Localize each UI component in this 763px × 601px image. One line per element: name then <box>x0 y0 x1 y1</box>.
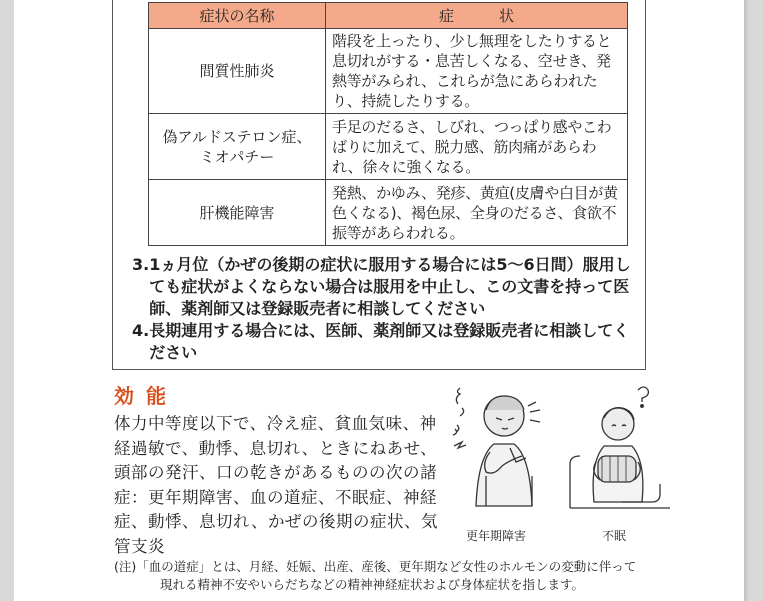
symptom-description: 発熱、かゆみ、発疹、黄疸(皮膚や白目が黄色くなる)、褐色尿、全身のだるさ、食欲不振等があらわれる。 <box>326 180 628 246</box>
insomnia-illustration <box>562 382 674 522</box>
menopause-illustration <box>446 386 556 520</box>
symptom-description: 階段を上ったり、少し無理をしたりすると息切れがする・息苦しくなる、空せき、発熱等がみられ、これらが急にあらわれたり、持続したりする。 <box>326 29 628 114</box>
column-header-symptom: 症 状 <box>326 3 628 29</box>
column-header-name: 症状の名称 <box>149 3 326 29</box>
table-row <box>149 180 628 246</box>
table-row <box>149 29 628 114</box>
note-text: 長期連用する場合には、医師、薬剤師又は登録販売者に相談してください <box>149 321 630 362</box>
footnote-line1: (注)「血の道症」とは、月経、妊娠、出産、産後、更年期など女性のホルモンの変動に伴って <box>114 559 637 574</box>
note-number: 4. <box>132 321 150 340</box>
insomnia-caption: 不眠 <box>602 529 627 543</box>
menopause-caption: 更年期障害 <box>466 529 527 543</box>
efficacy-title: 効能 <box>114 384 178 408</box>
efficacy-body: 体力中等度以下で、冷え症、貧血気味、神経過敏で、動悸、息切れ、ときにねあせ、頭部の発汗、口の乾きがあるものの次の諸症：更年期障害、血の道症、不眠症、神経症、動悸、息切れ、かぜの後期の症状、気管支炎 <box>114 414 438 556</box>
footnote-line2: 現れる精神不安やいらだちなどの精神神経症状および身体症状を指します。 <box>160 577 585 592</box>
document-page <box>14 0 744 601</box>
symptom-name: 肝機能障害 <box>149 180 326 246</box>
symptom-name <box>149 114 326 180</box>
symptom-table <box>148 2 628 246</box>
symptom-name-line1: 偽アルドステロン症、 <box>162 127 312 146</box>
symptom-name-line2: ミオパチー <box>199 147 275 166</box>
note-item <box>132 320 640 364</box>
footnote <box>114 558 674 594</box>
table-header-row <box>149 3 628 29</box>
symptom-name: 間質性肺炎 <box>149 29 326 114</box>
symptom-description: 手足のだるさ、しびれ、つっぱり感やこわばりに加えて、脱力感、筋肉痛があらわれ、徐々に強くなる。 <box>326 114 628 180</box>
caution-notes <box>132 254 640 364</box>
note-text: 1ヵ月位（かぜの後期の症状に服用する場合には5〜6日間）服用しても症状がよくならない場合は服用を中止し、この文書を持って医師、薬剤師又は登録販売者に相談してください <box>149 255 631 318</box>
note-number: 3. <box>132 255 150 274</box>
note-item <box>132 254 640 320</box>
table-row <box>149 114 628 180</box>
